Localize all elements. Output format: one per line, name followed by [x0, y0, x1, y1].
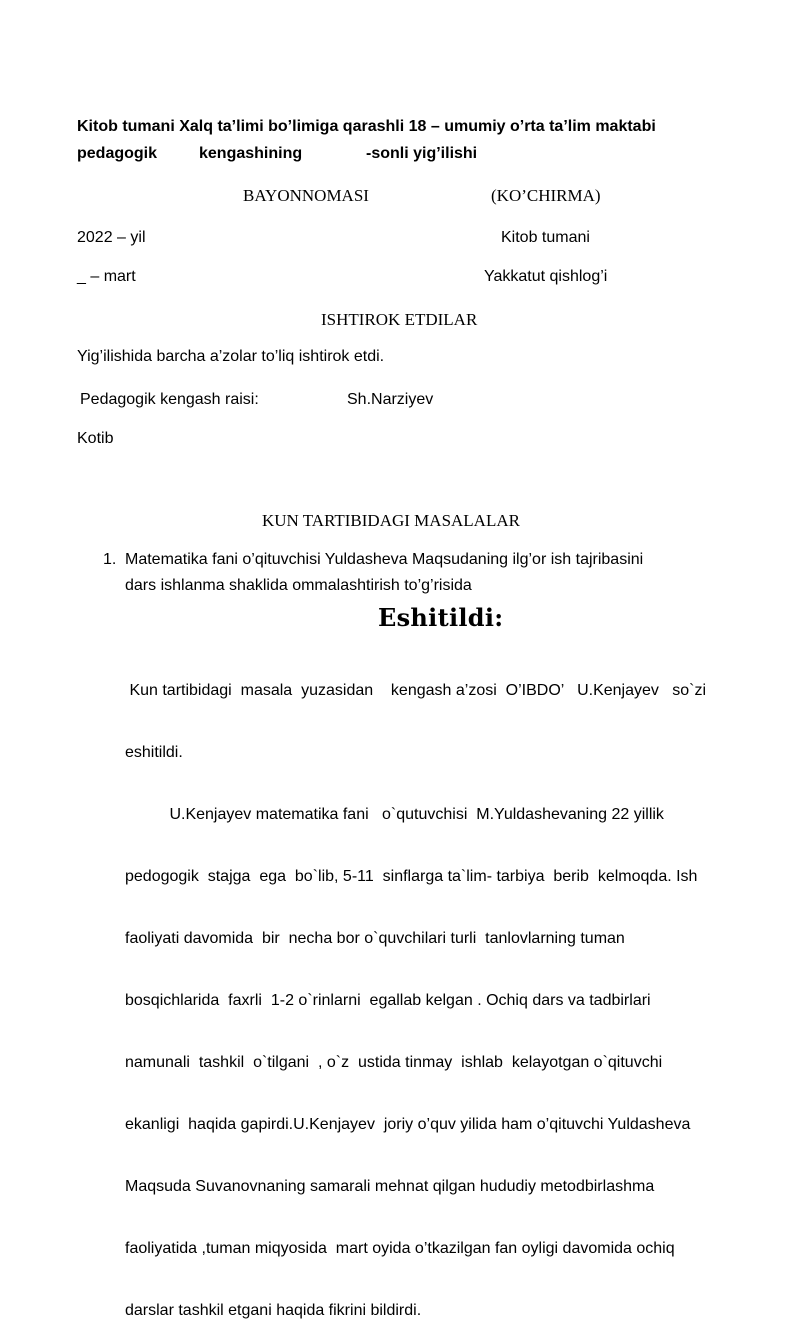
heard-line: Kun tartibidagi masala yuzasidan kengash a’zosi O’IBDO’ U.Kenjayev so`zi — [125, 682, 707, 699]
attendees-heading: ISHTIROK ETDILAR — [321, 310, 478, 329]
agenda-item-number: 1. — [103, 551, 117, 568]
heard-line: faoliyati davomida bir necha bor o`quvchilari turli tanlovlarning tuman — [125, 930, 625, 947]
heard-line: bosqichlarida faxrli 1-2 o`rinlarni egallab kelgan . Ochiq dars va tadbirlari — [125, 992, 651, 1009]
meeting-header-kengashining: kengashining — [199, 145, 303, 162]
attendees-line: Yig’ilishida barcha a’zolar to’liq ishtirok etdi. — [77, 348, 385, 365]
heard-line: eshitildi. — [125, 744, 183, 761]
date-year: 2022 – yil — [77, 229, 146, 246]
heard-line: U.Kenjayev matematika fani o`qutuvchisi M.Yuldashevaning 22 yillik — [125, 806, 664, 823]
heard-line: pedogogik stajga ega bo`lib, 5-11 sinflarga ta`lim- tarbiya berib kelmoqda. Ish — [125, 868, 698, 885]
heard-line: faoliyatida ,tuman miqyosida mart oyida o’tkazilgan fan oyligi davomida ochiq — [125, 1240, 675, 1257]
agenda-item-line2: dars ishlanma shaklida ommalashtirish to’g’risida — [125, 577, 472, 594]
document-subtitle: (KO’CHIRMA) — [491, 186, 601, 205]
place-district: Kitob tumani — [501, 229, 590, 246]
heard-heading: Eshitildi: — [378, 603, 504, 632]
meeting-header-pedagogik: pedagogik — [77, 145, 158, 162]
heard-body — [125, 642, 706, 1342]
document-title: BAYONNOMASI — [243, 186, 369, 205]
heard-line: Maqsuda Suvanovnaning samarali mehnat qilgan hududiy metodbirlashma — [125, 1178, 655, 1195]
school-header-line1: Kitob tumani Xalq ta’limi bo’limiga qarashli 18 – umumiy o’rta ta’lim maktabi — [77, 118, 656, 135]
agenda-item-line1: Matematika fani o’qituvchisi Yuldasheva Maqsudaning ilg’or ish tajribasini — [125, 551, 644, 568]
chair-label: Pedagogik kengash raisi: — [80, 391, 259, 408]
meeting-header-sonli: -sonli yig’ilishi — [366, 145, 478, 162]
heard-line: namunali tashkil o`tilgani , o`z ustida tinmay ishlab kelayotgan o`qituvchi — [125, 1054, 663, 1071]
agenda-heading: KUN TARTIBIDAGI MASALALAR — [262, 511, 520, 530]
chair-name: Sh.Narziyev — [347, 391, 434, 408]
place-village: Yakkatut qishlog’i — [484, 268, 608, 285]
date-month: _ – mart — [77, 268, 136, 285]
secretary-label: Kotib — [77, 430, 114, 447]
heard-line: darslar tashkil etgani haqida fikrini bildirdi. — [125, 1302, 422, 1319]
heard-line: ekanligi haqida gapirdi.U.Kenjayev joriy o’quv yilida ham o’qituvchi Yuldasheva — [125, 1116, 691, 1133]
